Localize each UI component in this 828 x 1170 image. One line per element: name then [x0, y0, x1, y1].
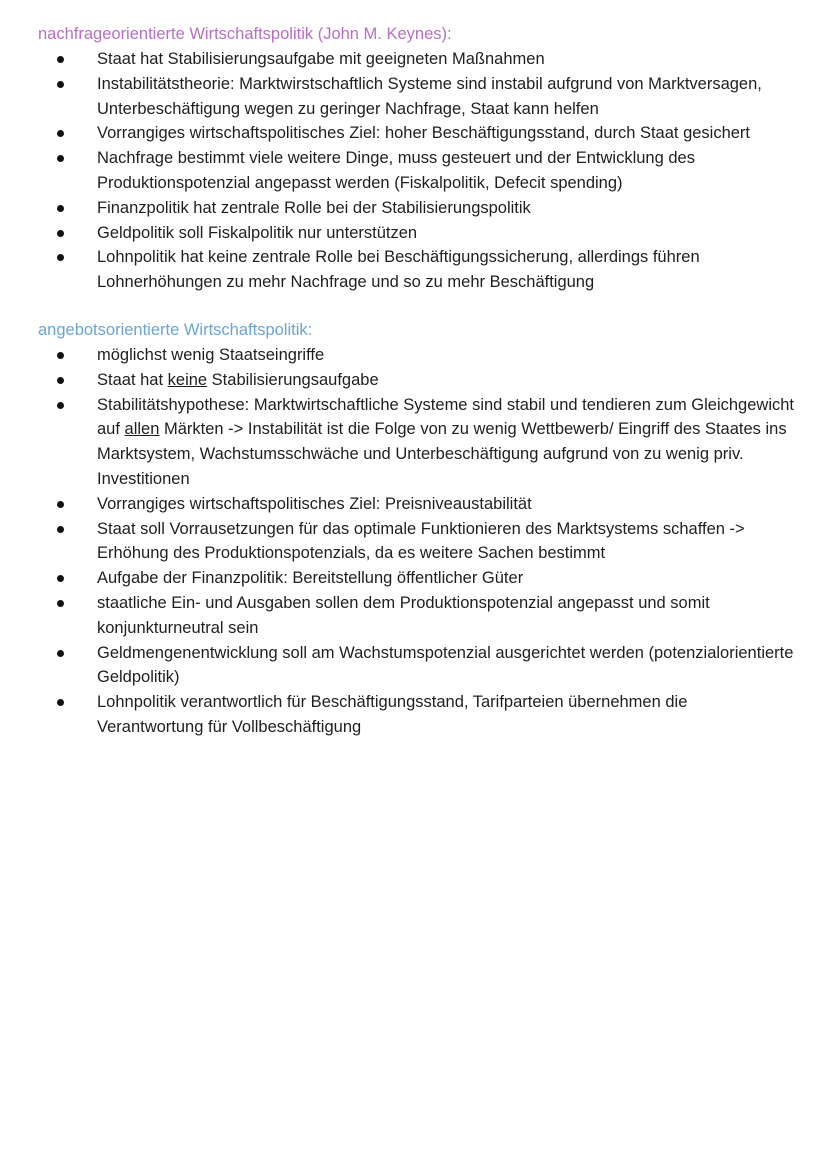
list-item — [38, 221, 798, 246]
bullet-icon — [57, 699, 64, 706]
bullet-icon — [57, 526, 64, 533]
bullet-icon — [57, 130, 64, 137]
list-item-text-before: Staat hat — [97, 370, 168, 389]
bullet-list-demand — [38, 47, 798, 295]
bullet-icon — [57, 650, 64, 657]
bullet-icon — [57, 501, 64, 508]
bullet-icon — [57, 254, 64, 261]
bullet-icon — [57, 230, 64, 237]
underlined-word: keine — [167, 370, 208, 389]
list-item-text: Finanzpolitik hat zentrale Rolle bei der Stabilisierungspolitik — [97, 198, 531, 217]
list-item-text: Lohnpolitik hat keine zentrale Rolle bei Beschäftigungssicherung, allerdings führen Lohnerhöhungen zu mehr Nachfrage und so zu mehr Beschäftigung — [97, 248, 700, 292]
bullet-icon — [57, 56, 64, 63]
list-item-text-after: Stabilisierungsaufgabe — [207, 370, 379, 389]
list-item-text: Staat hat Stabilisierungsaufgabe mit geeigneten Maßnahmen — [97, 50, 545, 68]
list-item — [38, 343, 798, 368]
list-item-text-before: Stabilitätshypothese: Marktwirtschaftliche Systeme sind stabil und tendieren zum Gleichgewicht auf — [97, 395, 794, 439]
list-item-text: Geldmengenentwicklung soll am Wachstumspotenzial ausgerichtet werden (potenzialorientierte Geldpolitik) — [97, 643, 794, 687]
list-item — [38, 146, 798, 196]
bullet-icon — [57, 155, 64, 162]
bullet-icon — [57, 352, 64, 359]
section-heading-demand: nachfrageorientierte Wirtschaftspolitik (John M. Keynes): — [38, 25, 452, 43]
list-item — [38, 641, 798, 691]
list-item — [38, 245, 798, 295]
list-item-text: möglichst wenig Staatseingriffe — [97, 345, 325, 364]
list-item — [38, 566, 798, 591]
bullet-icon — [57, 402, 64, 409]
list-item-text: Aufgabe der Finanzpolitik: Bereitstellung öffentlicher Güter — [97, 569, 524, 588]
list-item — [38, 196, 798, 221]
section-heading-supply: angebotsorientierte Wirtschaftspolitik: — [38, 320, 313, 339]
list-item-text: Instabilitätstheorie: Marktwirstschaftlich Systeme sind instabil aufgrund von Marktversagen, Unterbeschäftigung wegen zu geringer Nachfrage, Staat kann helfen — [97, 74, 762, 118]
bullet-list-supply — [38, 343, 798, 740]
list-item — [38, 690, 798, 740]
list-item-text: Lohnpolitik verantwortlich für Beschäftigungsstand, Tarifparteien übernehmen die Verantwortung für Vollbeschäftigung — [97, 693, 688, 736]
list-item-text: Staat soll Vorrausetzungen für das optimale Funktionieren des Marktsystems schaffen -> Erhöhung des Produktionspotenzials, da es weitere Sachen bestimmt — [97, 519, 745, 563]
bullet-icon — [57, 81, 64, 88]
list-item — [38, 517, 798, 567]
list-item — [38, 492, 798, 517]
list-item — [38, 121, 798, 146]
list-item-text: Geldpolitik soll Fiskalpolitik nur unterstützen — [97, 223, 418, 242]
bullet-icon — [57, 575, 64, 582]
list-item — [38, 393, 798, 492]
list-item — [38, 368, 798, 393]
list-item-text: Vorrangiges wirtschaftspolitisches Ziel: Preisniveaustabilität — [97, 494, 532, 513]
bullet-icon — [57, 377, 64, 384]
list-item — [38, 72, 798, 122]
list-item-text: staatliche Ein- und Ausgaben sollen dem Produktionspotenzial angepasst und somit konjunkturneutral sein — [97, 593, 710, 637]
list-item-text: Vorrangiges wirtschaftspolitisches Ziel: hoher Beschäftigungsstand, durch Staat gesichert — [97, 124, 751, 143]
bullet-icon — [57, 205, 64, 212]
underlined-word: allen — [124, 420, 160, 439]
list-item-text: Nachfrage bestimmt viele weitere Dinge, muss gesteuert und der Entwicklung des Produktionspotenzial angepasst werden (Fiskalpolitik, Defecit spending) — [97, 149, 695, 192]
list-item — [38, 591, 798, 641]
list-item-text-after: Märkten -> Instabilität ist die Folge von zu wenig Wettbewerb/ Eingriff des Staates ins Marktsystem, Wachstumsschwäche und Unterbeschäftigung aufgrund von zu wenig priv. Investitionen — [97, 420, 787, 488]
list-item — [38, 47, 798, 72]
bullet-icon — [57, 600, 64, 607]
